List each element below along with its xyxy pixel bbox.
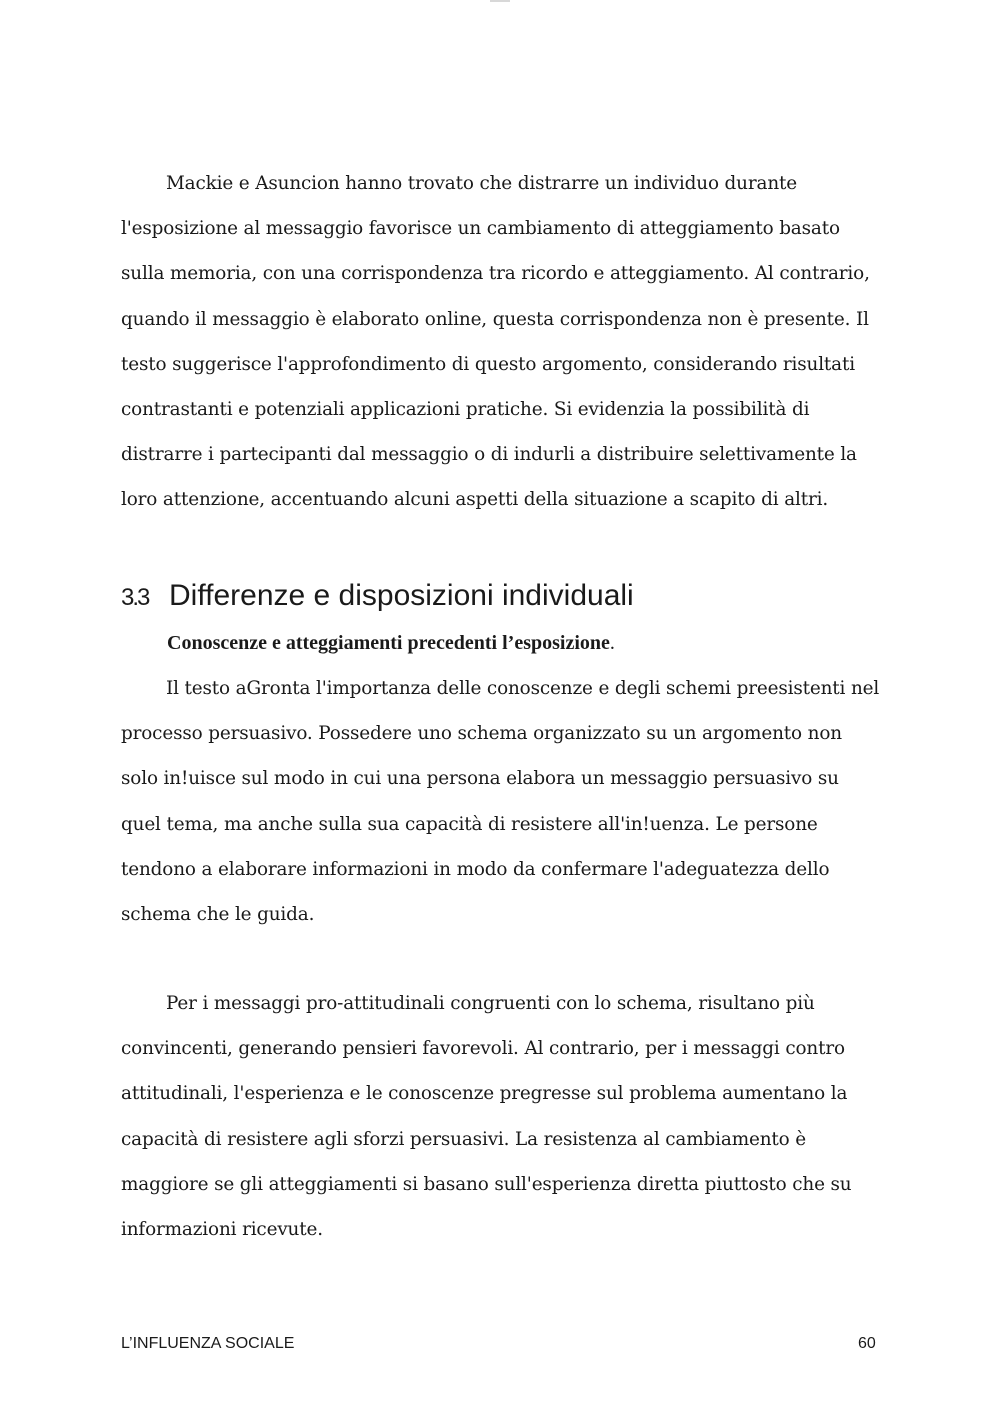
footer-title: L’INFLUENZA SOCIALE xyxy=(121,1335,295,1352)
subheading-text: Conoscenze e atteggiamenti precedenti l’esposizione xyxy=(167,632,610,654)
top-edge-mark xyxy=(490,0,510,2)
body-paragraph-1: Mackie e Asuncion hanno trovato che distrarre un individuo durante l'esposizione al messaggio favorisce un cambiamento di atteggiamento basato sulla memoria, con una corrispondenza tra ricordo e atteggiamento. Al contrario, quando il messaggio è elaborato online, questa corrispondenza non è presente. Il testo suggerisce l'approfondimento di questo argomento, considerando risultati contrastanti e potenziali applicazioni pratiche. Si evidenzia la possibilità di distrarre i partecipanti dal messaggio o di indurli a distribuire selettivamente la loro attenzione, accentuando alcuni aspetti della situazione a scapito di altri. xyxy=(121,173,870,511)
section-title: Differenze e disposizioni individuali xyxy=(169,579,634,612)
section-number: 3.3 xyxy=(121,584,149,611)
subheading xyxy=(167,628,615,658)
page-number: 60 xyxy=(858,1335,876,1352)
body-paragraph-2: Il testo aGronta l'importanza delle conoscenze e degli schemi preesistenti nel processo persuasivo. Possedere uno schema organizzato su un argomento non solo in!uisce sul modo in cui una persona elabora un messaggio persuasivo su quel tema, ma anche sulla sua capacità di resistere all'in!uenza. Le persone tendono a elaborare informazioni in modo da confermare l'adeguatezza dello schema che le guida. xyxy=(121,678,880,926)
body-paragraph-3: Per i messaggi pro-attitudinali congruenti con lo schema, risultano più convincenti, generando pensieri favorevoli. Al contrario, per i messaggi contro attitudinali, l'esperienza e le conoscenze pregresse sul problema aumentano la capacità di resistere agli sforzi persuasivi. La resistenza al cambiamento è maggiore se gli atteggiamenti si basano sull'esperienza diretta piuttosto che su informazioni ricevute. xyxy=(121,993,852,1241)
section-heading xyxy=(121,574,634,620)
subheading-punctuation: . xyxy=(609,632,615,654)
